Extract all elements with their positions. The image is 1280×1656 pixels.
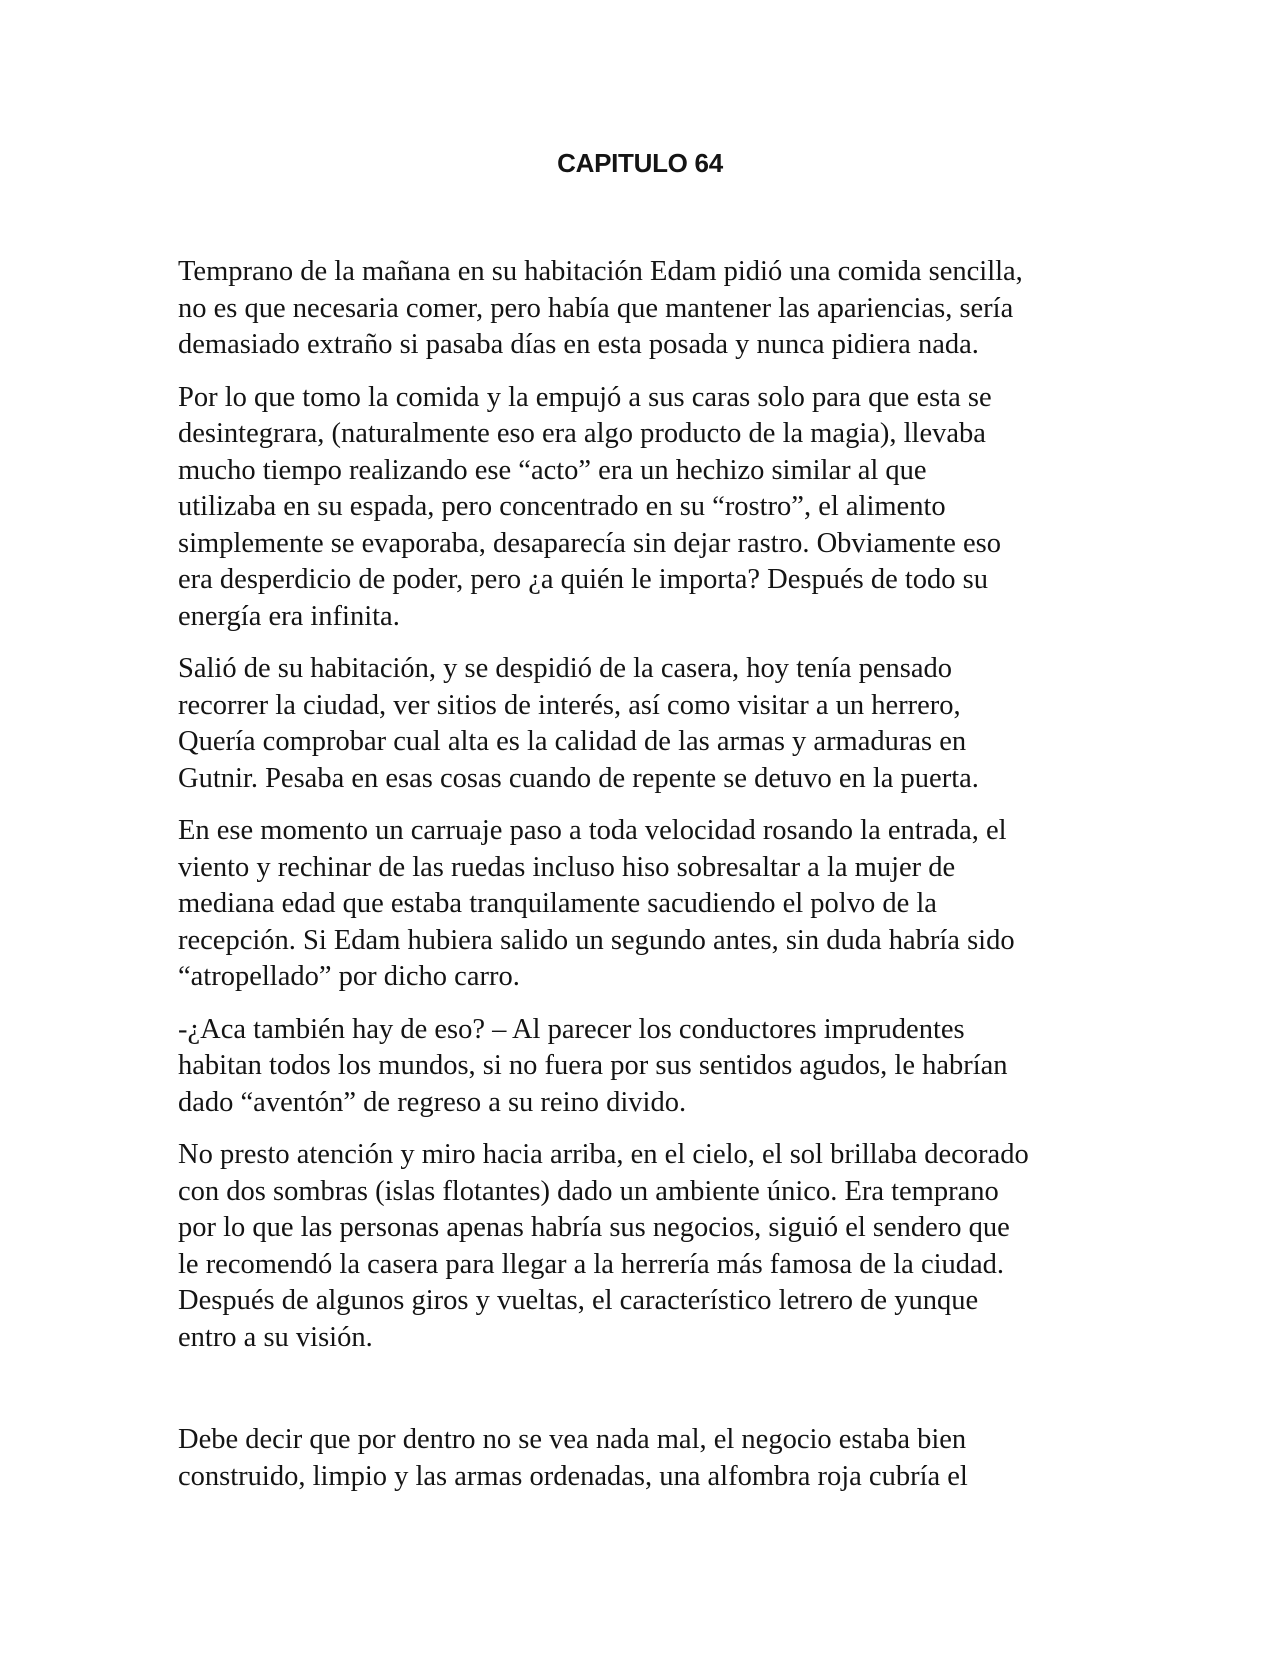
text-line: Quería comprobar cual alta es la calidad de las armas y armaduras en <box>178 726 967 757</box>
chapter-body <box>178 254 1118 1511</box>
text-line: energía era infinita. <box>178 600 400 632</box>
text-line: no es que necesaria comer, pero había que mantener las apariencias, sería <box>178 292 1014 324</box>
text-line: por lo que las personas apenas habría sus negocios, siguió el sendero que <box>178 1212 1010 1243</box>
text-line: mediana edad que estaba tranquilamente sacudiendo el polvo de la <box>178 888 937 919</box>
text-line: Gutnir. Pesaba en esas cosas cuando de repente se detuvo en la puerta. <box>178 762 979 794</box>
text-line: era desperdicio de poder, pero ¿a quién le importa? Después de todo su <box>178 564 989 595</box>
text-line: recorrer la ciudad, ver sitios de interés, así como visitar a un herrero, <box>178 689 961 721</box>
text-line: con dos sombras (islas flotantes) dado un ambiente único. Era temprano <box>178 1175 999 1207</box>
text-line: viento y rechinar de las ruedas incluso hiso sobresaltar a la mujer de <box>178 851 956 883</box>
text-line: entro a su visión. <box>178 1321 373 1353</box>
paragraph-7 <box>178 1422 1118 1495</box>
text-line: Por lo que tomo la comida y la empujó a sus caras solo para que esta se <box>178 381 992 413</box>
paragraph-5 <box>178 1012 1118 1122</box>
text-line: “atropellado” por dicho carro. <box>178 961 520 992</box>
paragraph-4 <box>178 813 1118 996</box>
text-line: desintegrara, (naturalmente eso era algo producto de la magia), llevaba <box>178 418 986 449</box>
paragraph-1 <box>178 254 1118 364</box>
text-line: simplemente se evaporaba, desaparecía sin dejar rastro. Obviamente eso <box>178 527 1001 559</box>
text-line: Salió de su habitación, y se despidió de la casera, hoy tenía pensado <box>178 653 953 684</box>
paragraph-6 <box>178 1137 1118 1356</box>
text-line: mucho tiempo realizando ese “acto” era un hechizo similar al que <box>178 454 927 486</box>
text-line: dado “aventón” de regreso a su reino divido. <box>178 1086 687 1118</box>
chapter-title: CAPITULO 64 <box>557 148 723 178</box>
text-line: -¿Aca también hay de eso? – Al parecer los conductores imprudentes <box>178 1013 965 1045</box>
paragraph-2 <box>178 380 1118 636</box>
text-line: No presto atención y miro hacia arriba, en el cielo, el sol brillaba decorado <box>178 1139 1029 1170</box>
text-line: Temprano de la mañana en su habitación Edam pidió una comida sencilla, <box>178 256 1023 287</box>
text-line: construido, limpio y las armas ordenadas, una alfombra roja cubría el <box>178 1460 968 1492</box>
text-line: le recomendó la casera para llegar a la herrería más famosa de la ciudad. <box>178 1248 1005 1280</box>
text-line: En ese momento un carruaje paso a toda velocidad rosando la entrada, el <box>178 815 1007 846</box>
text-line: utilizaba en su espada, pero concentrado en su “rostro”, el alimento <box>178 491 946 522</box>
text-line: Debe decir que por dentro no se vea nada mal, el negocio estaba bien <box>178 1424 967 1455</box>
text-line: Después de algunos giros y vueltas, el característico letrero de yunque <box>178 1285 979 1316</box>
text-line: demasiado extraño si pasaba días en esta posada y nunca pidiera nada. <box>178 329 979 360</box>
text-line: habitan todos los mundos, si no fuera por sus sentidos agudos, le habrían <box>178 1050 1008 1081</box>
paragraph-3 <box>178 651 1118 797</box>
text-line: recepción. Si Edam hubiera salido un segundo antes, sin duda habría sido <box>178 924 1015 956</box>
